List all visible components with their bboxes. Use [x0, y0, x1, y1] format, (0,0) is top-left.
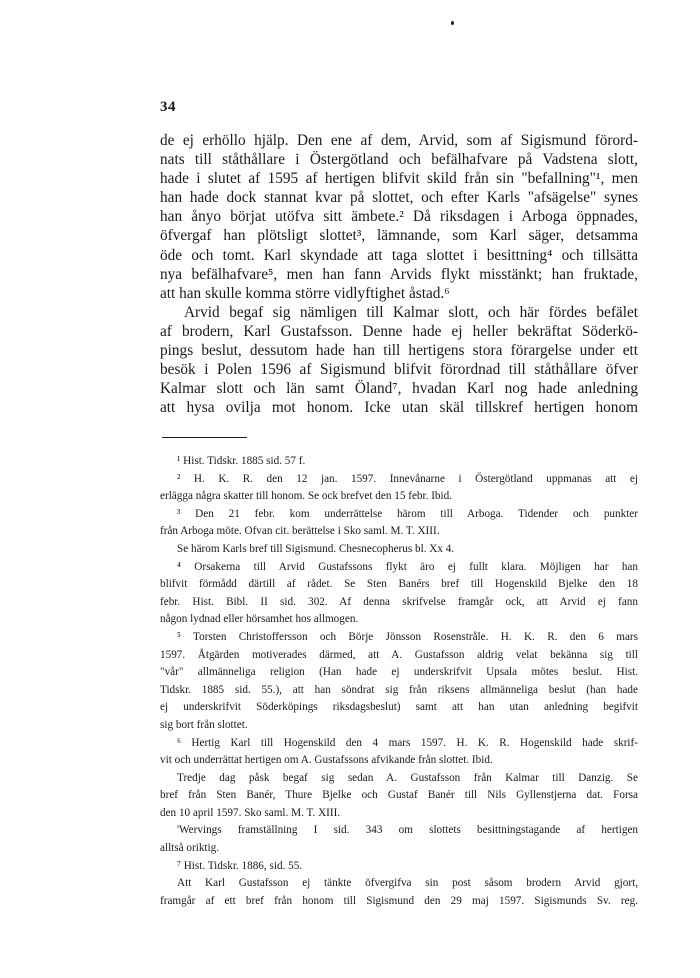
- body-line: nats till ståthållare i Östergötland och befälhafvare på Vadstena slott,: [160, 151, 638, 169]
- footnote-line: ⁴ Orsakerna till Arvid Gustafssons flykt äro ej fullt klara. Möjligen har han: [177, 560, 638, 573]
- body-line: öfvergaf han plötsligt slottet³, lämnande, som Karl säger, detsamma: [160, 227, 638, 245]
- body-line: att hysa ovilja mot honom. Icke utan skäl tillskref hertigen honom: [160, 399, 638, 417]
- footnote-line: ⁷ Hist. Tidskr. 1886, sid. 55.: [177, 859, 303, 872]
- footnote-line: Att Karl Gustafsson ej tänkte öfvergifva sin post såsom brodern Arvid gjort,: [177, 877, 638, 890]
- ink-speck: [451, 21, 454, 25]
- footnote-line: Se härom Karls bref till Sigismund. Chesnecopherus bl. Xx 4.: [177, 542, 455, 555]
- footnote-line: erlägga några skatter till honom. Se ock brefvet den 15 febr. Ibid.: [160, 490, 453, 503]
- footnote-line: vit och underrättat hertigen om A. Gustafssons afvikande från slottet. Ibid.: [160, 754, 493, 767]
- footnote-line: ¹ Hist. Tidskr. 1885 sid. 57 f.: [177, 455, 306, 467]
- footnote-line: Tidskr. 1885 sid. 55.), att han söndrat sig från riksens allmänneliga beslut (han hade: [160, 683, 638, 696]
- footnote-line: den 10 april 1597. Sko saml. M. T. XIII.: [160, 806, 341, 819]
- footnote-line: någon lydnad eller hörsamhet hos allmogen.: [160, 613, 359, 626]
- footnote-line: sig bort från slottet.: [160, 718, 248, 731]
- footnote-line: ej underskrifvit Söderköpings riksdagsbeslut) samt att han utan anledning begifvit: [160, 701, 638, 714]
- body-line: han hade dock stannat kvar på slottet, och efter Karls "afsägelse" synes: [160, 189, 638, 207]
- footnote-line: ⁵ Torsten Christoffersson och Börje Jönsson Rosenstråle. H. K. R. den 6 mars: [177, 630, 638, 643]
- body-line: pings beslut, dessutom hade han till hertigens stora förargelse under ett: [160, 342, 638, 360]
- footnotes: [160, 453, 638, 910]
- page-number: 34: [160, 99, 176, 115]
- body-line: de ej erhöllo hjälp. Den ene af dem, Arvid, som af Sigismund förord-: [160, 132, 638, 149]
- footnote-line: blifvit förmådd därtill af rådet. Se Sten Banérs bref till Hogenskild Bjelke den 18: [160, 578, 638, 591]
- footnote-line: framgår af ett bref från honom till Sigismund den 29 maj 1597. Sigismunds Sv. reg.: [160, 894, 638, 907]
- body-line: att han skulle komma större vidlyftighet åstad.⁶: [160, 284, 450, 302]
- body-line: hade i slutet af 1595 af hertigen blifvit skild från sin "befallning"¹, men: [160, 170, 638, 188]
- footnote-line: 'Wervings framställning I sid. 343 om slottets besittningstagande af hertigen: [177, 824, 638, 837]
- body-line: af brodern, Karl Gustafsson. Denne hade ej heller bekräftat Söderkö-: [160, 322, 638, 340]
- body-line: Arvid begaf sig nämligen till Kalmar slott, och här fördes befälet: [184, 303, 638, 321]
- footnote-line: ⁶ Hertig Karl till Hogenskild den 4 mars 1597. H. K. R. Hogenskild hade skrif-: [177, 736, 638, 749]
- body-line: Kalmar slott och län samt Öland⁷, hvadan Karl nog hade anledning: [160, 380, 638, 398]
- body-line: nya befälhafvare⁵, men han fann Arvids flykt misstänkt; han fruktade,: [160, 265, 638, 283]
- footnote-separator: [162, 437, 247, 438]
- footnote-line: 1597. Åtgärden motiverades därmed, att A. Gustafsson aldrig velat bekänna sig till: [160, 648, 638, 661]
- footnote-line: ³ Den 21 febr. kom underrättelse härom till Arboga. Tidender och punkter: [177, 507, 638, 520]
- body-line: besök i Polen 1596 af Sigismund blifvit förordnad till ståthållare öfver: [160, 361, 638, 379]
- body-line: han ånyo börjat utöfva sitt ämbete.² Då riksdagen i Arboga öppnades,: [160, 208, 638, 226]
- body-line: öde och tomt. Karl skyndade att taga slottet i besittning⁴ och tillsätta: [160, 246, 638, 264]
- main-text: [160, 131, 638, 417]
- footnote-line: febr. Hist. Bibl. II sid. 302. Af denna skrifvelse framgår ock, att Arvid ej fann: [160, 595, 638, 608]
- footnote-line: Tredje dag påsk begaf sig sedan A. Gustafsson från Kalmar till Danzig. Se: [177, 771, 638, 784]
- footnote-line: bref från Sten Banér, Thure Bjelke och Gustaf Banér till Nils Gyllenstjerna dat. Forsa: [160, 789, 638, 802]
- footnote-line: från Arboga möte. Ofvan cit. berättelse i Sko saml. M. T. XIII.: [160, 525, 440, 538]
- footnote-line: ² H. K. R. den 12 jan. 1597. Innevånarne i Östergötland uppmanas att ej: [177, 472, 638, 485]
- footnote-line: "vår" allmänneliga religion (Han hade ej underskrifvit Upsala mötes beslut. Hist.: [160, 666, 638, 679]
- footnote-line: alltså oriktig.: [160, 842, 220, 855]
